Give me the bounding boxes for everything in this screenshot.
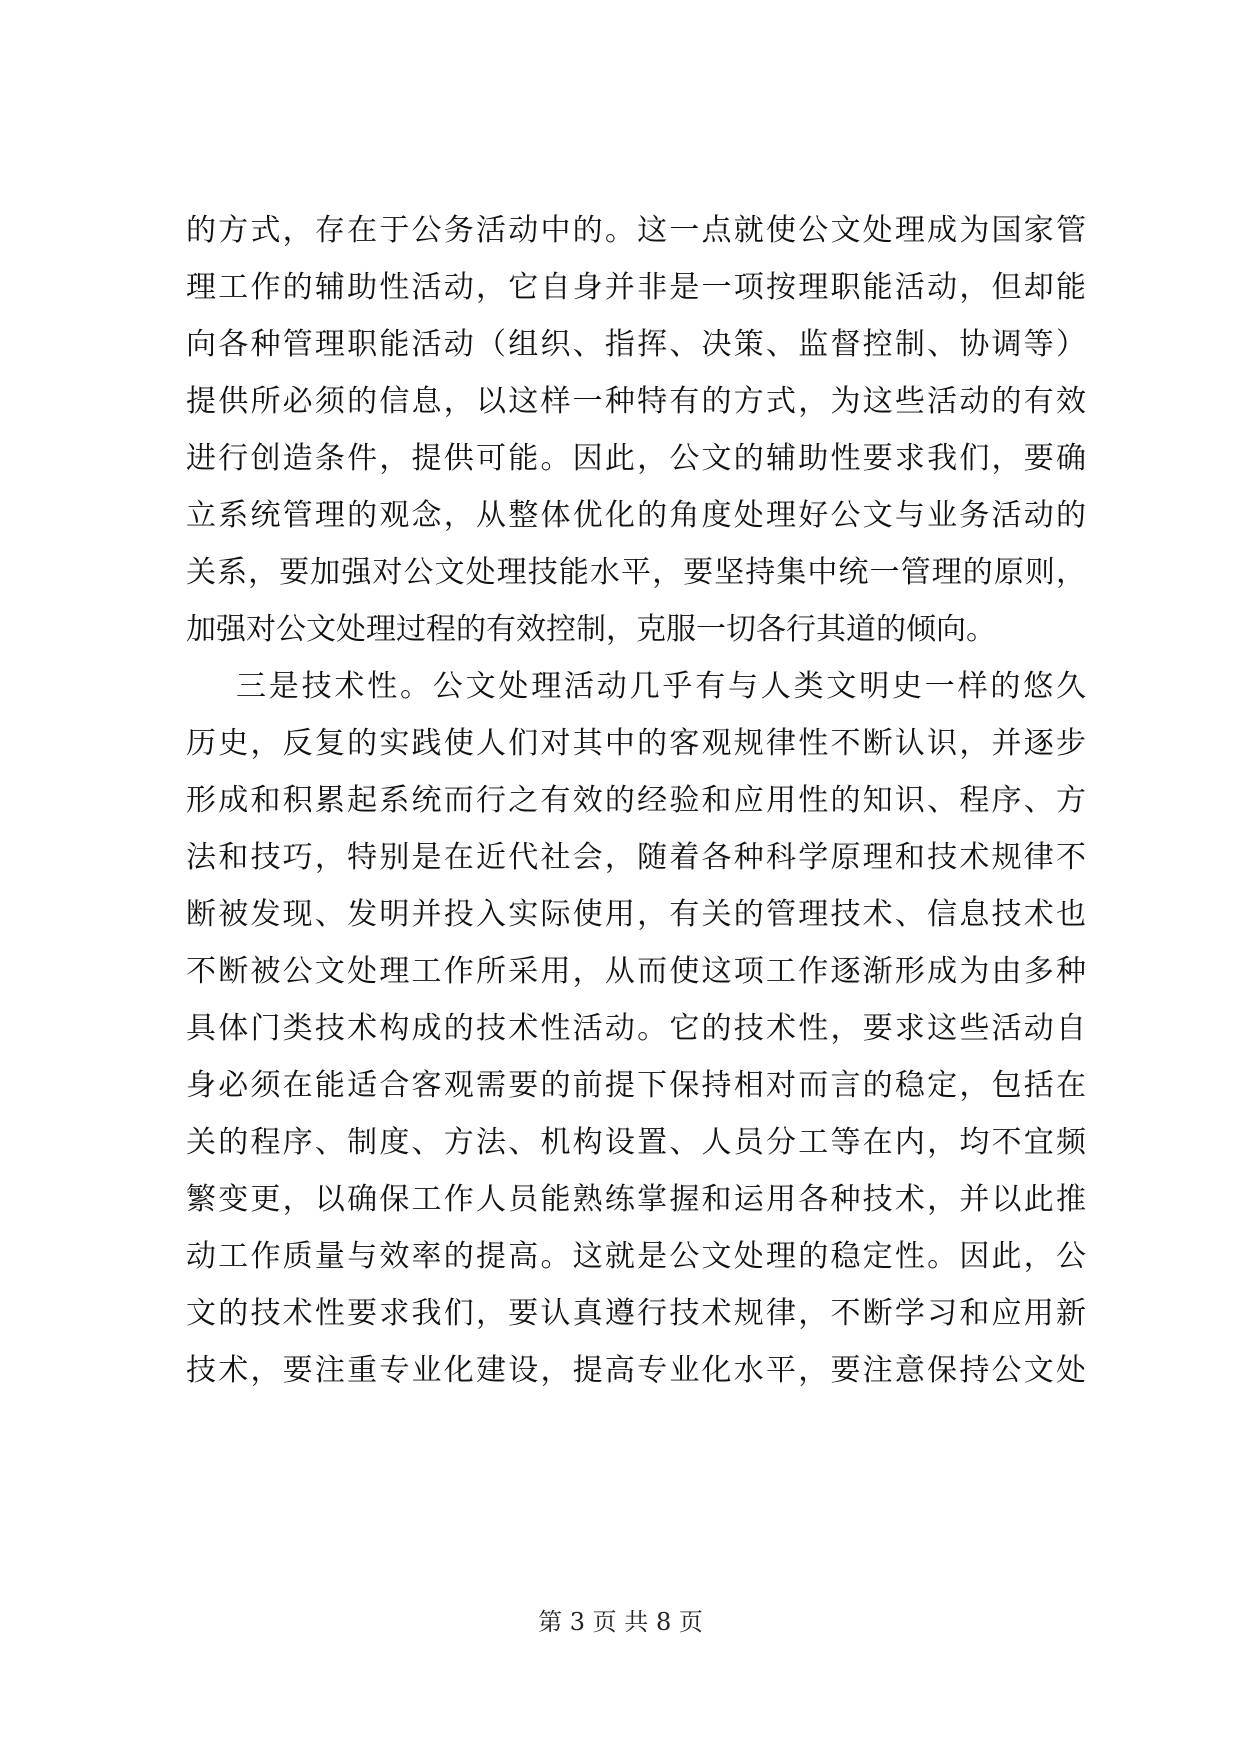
text-line: 繁变更，以确保工作人员能熟练掌握和运用各种技术，并以此推 bbox=[186, 1182, 1086, 1217]
text-line: 身必须在能适合客观需要的前提下保持相对而言的稳定，包括在 bbox=[186, 1068, 1086, 1103]
paragraph-first-line: 三是技术性。公文处理活动几乎有与人类文明史一样的悠久 bbox=[236, 669, 1086, 704]
page-number-footer: 第 3 页 共 8 页 bbox=[538, 1608, 703, 1636]
text-line: 不断被公文处理工作所采用，从而使这项工作逐渐形成为由多种 bbox=[186, 954, 1086, 989]
text-line: 具体门类技术构成的技术性活动。它的技术性，要求这些活动自 bbox=[186, 1011, 1086, 1046]
text-line: 的方式，存在于公务活动中的。这一点就使公文处理成为国家管 bbox=[186, 213, 1086, 248]
text-line: 理工作的辅助性活动，它自身并非是一项按理职能活动，但却能 bbox=[186, 270, 1086, 305]
text-line: 历史，反复的实践使人们对其中的客观规律性不断认识，并逐步 bbox=[186, 726, 1086, 761]
text-line: 断被发现、发明并投入实际使用，有关的管理技术、信息技术也 bbox=[186, 897, 1086, 932]
text-line: 加强对公文处理过程的有效控制，克服一切各行其道的倾向。 bbox=[186, 612, 996, 647]
text-line: 形成和积累起系统而行之有效的经验和应用性的知识、程序、方 bbox=[186, 783, 1086, 818]
text-line: 文的技术性要求我们，要认真遵行技术规律，不断学习和应用新 bbox=[186, 1296, 1086, 1331]
text-line: 动工作质量与效率的提高。这就是公文处理的稳定性。因此，公 bbox=[186, 1239, 1086, 1274]
text-line: 进行创造条件，提供可能。因此，公文的辅助性要求我们，要确 bbox=[186, 441, 1086, 476]
text-line: 向各种管理职能活动（组织、指挥、决策、监督控制、协调等） bbox=[186, 327, 1086, 362]
text-line: 法和技巧，特别是在近代社会，随着各种科学原理和技术规律不 bbox=[186, 840, 1086, 875]
text-line: 关系，要加强对公文处理技能水平，要坚持集中统一管理的原则， bbox=[186, 555, 1086, 590]
text-line: 立系统管理的观念，从整体优化的角度处理好公文与业务活动的 bbox=[186, 498, 1086, 533]
text-line: 技术，要注重专业化建设，提高专业化水平，要注意保持公文处 bbox=[186, 1353, 1086, 1388]
text-line: 提供所必须的信息，以这样一种特有的方式，为这些活动的有效 bbox=[186, 384, 1086, 419]
text-line: 关的程序、制度、方法、机构设置、人员分工等在内，均不宜频 bbox=[186, 1125, 1086, 1160]
